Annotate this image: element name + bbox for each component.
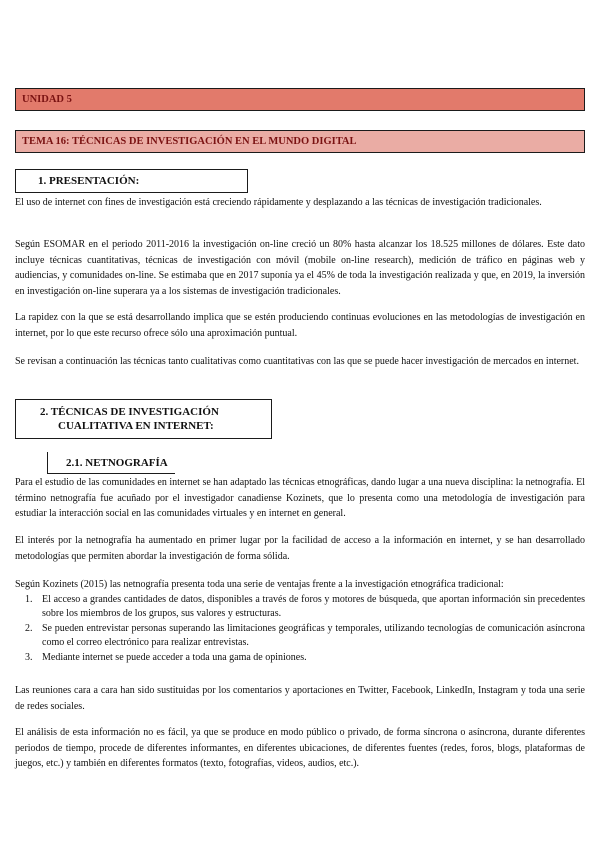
section-2-heading-line2: CUALITATIVA EN INTERNET:: [58, 420, 214, 432]
subsection-netnografia-heading: 2.1. NETNOGRAFÍA: [47, 452, 175, 474]
paragraph-reuniones: Las reuniones cara a cara han sido sustituidas por los comentarios y aportaciones en Twitter, Facebook, LinkedIn, Instagram y toda una serie de redes sociales.: [15, 685, 585, 712]
paragraph-analisis: El análisis de esta información no es fácil, ya que se produce en modo público o privado, de forma síncrona o asíncrona, durante diferentes periodos de tiempo, procede de diferentes informantes, en diferentes ubicaciones, de diferentes fuentes (redes, foros, blogs, plataformas de juegos, etc.) y también en diferentes formatos (texto, fotografías, videos, audios, etc.).: [15, 727, 585, 769]
advantages-list: [15, 593, 585, 667]
list-item-number: 1.: [25, 594, 33, 605]
theme-banner: TEMA 16: TÉCNICAS DE INVESTIGACIÓN EN EL MUNDO DIGITAL: [15, 130, 585, 153]
list-item-text: Mediante internet se puede acceder a toda una gama de opiniones.: [42, 652, 307, 663]
paragraph-revision: Se revisan a continuación las técnicas tanto cualitativas como cuantitativas con las que se puede hacer investigación de mercados en internet.: [15, 356, 579, 367]
paragraph-intro: El uso de internet con fines de investigación está creciendo rápidamente y desplazando a las técnicas de investigación tradicionales.: [15, 197, 542, 208]
paragraph-netnografia: Para el estudio de las comunidades en internet se han adaptado las técnicas etnográficas, dando lugar a una nueva disciplina: la netnografía. El término netnografía fue acuñado por el investigador canadiense Kozinets, que lo presenta como una metodología de investigación para estudiar la interacción social en las comunidades virtuales y en internet en general.: [15, 477, 585, 519]
list-item-text: El acceso a grandes cantidades de datos, disponibles a través de foros y motores de búsqueda, que aportan información sin precedentes sobre los miembros de los grupos, sus valores y estructuras.: [42, 594, 585, 619]
list-item-number: 2.: [25, 623, 33, 634]
paragraph-kozinets: Según Kozinets (2015) las netnografía presenta toda una serie de ventajas frente a la investigación etnográfica tradicional:: [15, 579, 504, 590]
list-item: [15, 593, 585, 620]
paragraph-rapidez: La rapidez con la que se está desarrollando implica que se estén produciendo continuas evoluciones en las metodologías de investigación en internet, por lo que este recurso ofrece sólo una aproximación puntual.: [15, 312, 585, 339]
list-item-number: 3.: [25, 652, 33, 663]
paragraph-esomar: Según ESOMAR en el periodo 2011-2016 la investigación on-line creció un 80% hasta alcanzar los 18.525 millones de dólares. Este dato incluye técnicas cuantitativas, técnicas de investigación con móvil (mobile on-line research), medición de tráfico en páginas web y audiencias, y comunidades on-line. Se estimaba que en 2017 suponía ya el 45% de toda la investigación realizada y que, en 2019, la inversión en investigación on-line superara ya a los sistemas de investigación tradicionales.: [15, 239, 585, 297]
section-2-heading-line1: 2. TÉCNICAS DE INVESTIGACIÓN: [40, 406, 219, 418]
paragraph-interes: El interés por la netnografía ha aumentado en primer lugar por la facilidad de acceso a la información en internet, y se han desarrollado metodologías que permiten abordar la investigación de forma sólida.: [15, 535, 585, 562]
list-item: [15, 622, 585, 649]
section-2-heading: [15, 399, 272, 439]
unit-banner: UNIDAD 5: [15, 88, 585, 111]
section-1-heading: 1. PRESENTACIÓN:: [15, 169, 248, 193]
list-item: [15, 651, 585, 665]
list-item-text: Se pueden entrevistar personas superando las limitaciones geográficas y temporales, utilizando tecnologías de comunicación asíncrona como el correo electrónico para realizar entrevistas.: [42, 623, 585, 648]
